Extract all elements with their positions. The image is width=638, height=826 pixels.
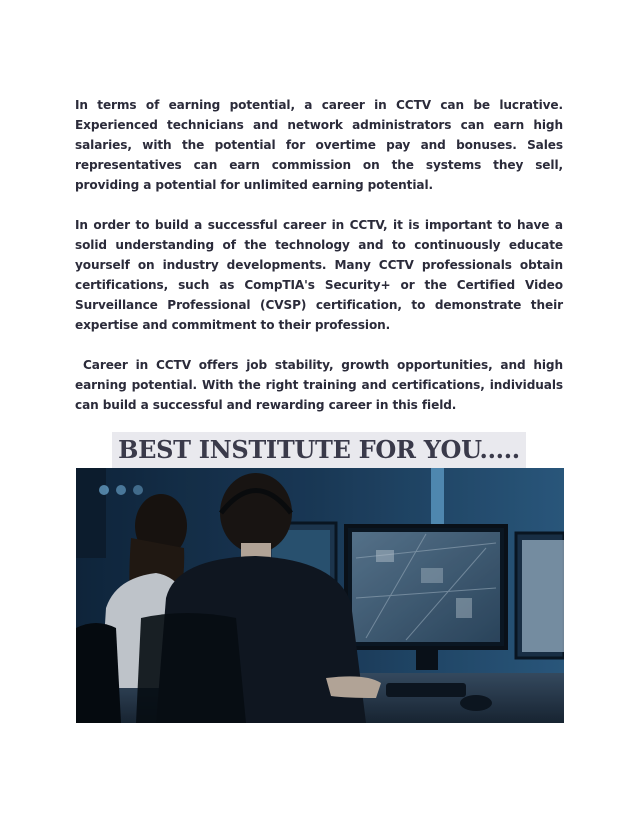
paragraph-successful-career: In order to build a successful career in CCTV, it is important to have a solid understanding of the technology and to continuously educate yourself on industry developments. Many CCTV professionals obtain certifications, such as CompTIA's Security+ or the Certified Video Surveillance Professional (CVSP) certification, to demonstrate their expertise and commitment to their profession. (75, 218, 563, 332)
surveillance-operators-photo (76, 468, 564, 723)
paragraph-career-summary: Career in CCTV offers job stability, growth opportunities, and high earning potential. With the right training and certifications, individuals can build a successful and rewarding career in this field. (75, 358, 563, 412)
banner-heading: BEST INSTITUTE FOR YOU..... (112, 432, 526, 468)
paragraph-earning-potential: In terms of earning potential, a career in CCTV can be lucrative. Experienced technicians and network administrators can earn high salaries, with the potential for overtime pay and bonuses. Sales representatives can earn commission on the systems they sell, providing a potential for unlimited earning potential. (75, 98, 563, 192)
banner-container (0, 432, 638, 468)
